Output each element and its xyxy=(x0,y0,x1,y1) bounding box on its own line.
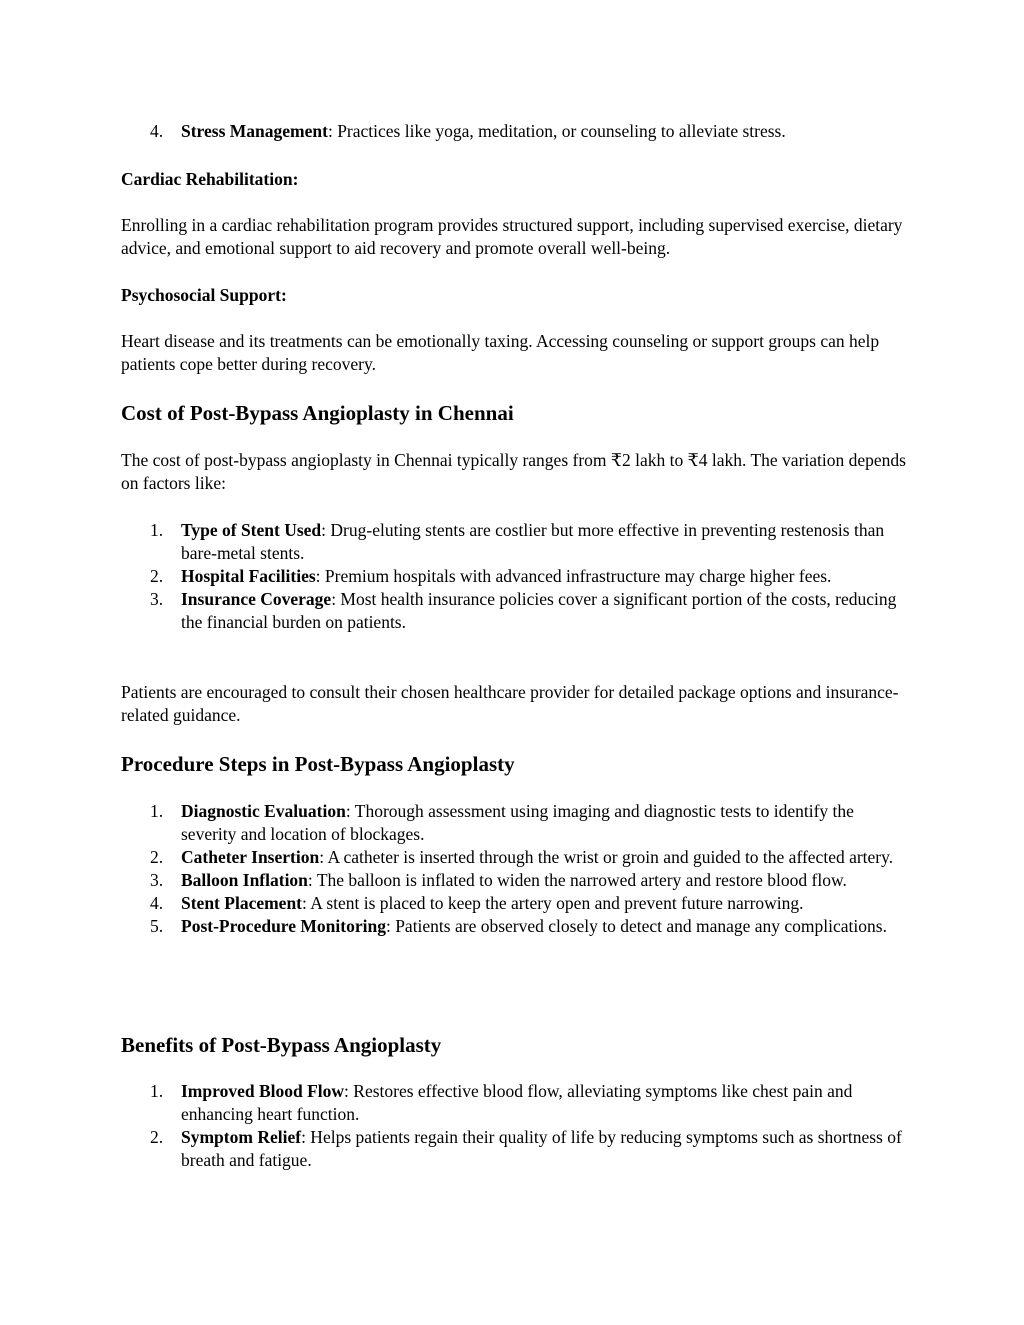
list-number: 1. xyxy=(150,1081,164,1101)
list-text: : A stent is placed to keep the artery open and prevent future narrowing. xyxy=(302,893,804,913)
list-item xyxy=(121,1126,911,1172)
list-term: Post-Procedure Monitoring xyxy=(181,916,386,936)
list-text: : Restores effective blood flow, alleviating symptoms like chest pain and enhancing heart function. xyxy=(181,1081,853,1124)
list-text: : Thorough assessment using imaging and diagnostic tests to identify the severity and location of blockages. xyxy=(181,801,854,844)
list-term: Symptom Relief xyxy=(181,1127,302,1147)
list-number: 2. xyxy=(150,566,164,586)
list-term: Balloon Inflation xyxy=(181,870,308,890)
list-number: 3. xyxy=(150,870,164,890)
list-number: 2. xyxy=(150,1127,164,1147)
list-number: 1. xyxy=(150,520,164,540)
list-item xyxy=(121,588,911,634)
list-text: : Patients are observed closely to detect and manage any complications. xyxy=(385,916,887,936)
stress-list xyxy=(121,120,911,143)
benefits-heading: Benefits of Post-Bypass Angioplasty xyxy=(121,1033,442,1057)
list-term: Catheter Insertion xyxy=(181,847,320,867)
list-item xyxy=(121,846,911,869)
list-number: 4. xyxy=(150,893,164,913)
list-text: : Most health insurance policies cover a significant portion of the costs, reducing the financial burden on patients. xyxy=(181,589,897,632)
cardiac-rehab-text: Enrolling in a cardiac rehabilitation program provides structured support, including supervised exercise, dietary advice, and emotional support to aid recovery and promote overall well-being. xyxy=(121,215,903,258)
list-term: Insurance Coverage xyxy=(181,589,332,609)
list-text: : Helps patients regain their quality of life by reducing symptoms such as shortness of breath and fatigue. xyxy=(181,1127,902,1170)
list-text: : Premium hospitals with advanced infrastructure may charge higher fees. xyxy=(315,566,832,586)
list-term: Diagnostic Evaluation xyxy=(181,801,346,821)
procedure-steps-list xyxy=(121,800,911,938)
list-term: Stent Placement xyxy=(181,893,303,913)
list-term: Hospital Facilities xyxy=(181,566,316,586)
cost-intro: The cost of post-bypass angioplasty in Chennai typically ranges from ₹2 lakh to ₹4 lakh. The variation depends on factors like: xyxy=(121,450,906,493)
list-number: 3. xyxy=(150,589,164,609)
cost-factors-list xyxy=(121,519,911,634)
list-item xyxy=(121,519,911,565)
list-item xyxy=(121,1080,911,1126)
cost-outro: Patients are encouraged to consult their chosen healthcare provider for detailed package options and insurance-related guidance. xyxy=(121,682,899,725)
list-text: : Drug-eluting stents are costlier but more effective in preventing restenosis than bare-metal stents. xyxy=(181,520,885,563)
benefits-list xyxy=(121,1080,911,1172)
psychosocial-heading: Psychosocial Support: xyxy=(121,285,287,305)
list-number: 1. xyxy=(150,801,164,821)
list-text: : A catheter is inserted through the wrist or groin and guided to the affected artery. xyxy=(319,847,894,867)
steps-heading: Procedure Steps in Post-Bypass Angioplasty xyxy=(121,752,515,776)
psychosocial-text: Heart disease and its treatments can be emotionally taxing. Accessing counseling or support groups can help patients cope better during recovery. xyxy=(121,331,880,374)
list-item xyxy=(121,120,911,143)
list-term: Improved Blood Flow xyxy=(181,1081,345,1101)
list-term: Type of Stent Used xyxy=(181,520,322,540)
list-text: : Practices like yoga, meditation, or counseling to alleviate stress. xyxy=(327,121,786,141)
list-item xyxy=(121,892,911,915)
list-number: 4. xyxy=(150,121,164,141)
list-item xyxy=(121,915,911,938)
list-item xyxy=(121,869,911,892)
list-item xyxy=(121,800,911,846)
list-number: 5. xyxy=(150,916,164,936)
list-text: : The balloon is inflated to widen the narrowed artery and restore blood flow. xyxy=(307,870,847,890)
list-number: 2. xyxy=(150,847,164,867)
list-term: Stress Management xyxy=(181,121,328,141)
cost-heading: Cost of Post-Bypass Angioplasty in Chennai xyxy=(121,401,514,425)
cardiac-rehab-heading: Cardiac Rehabilitation: xyxy=(121,169,299,189)
list-item xyxy=(121,565,911,588)
